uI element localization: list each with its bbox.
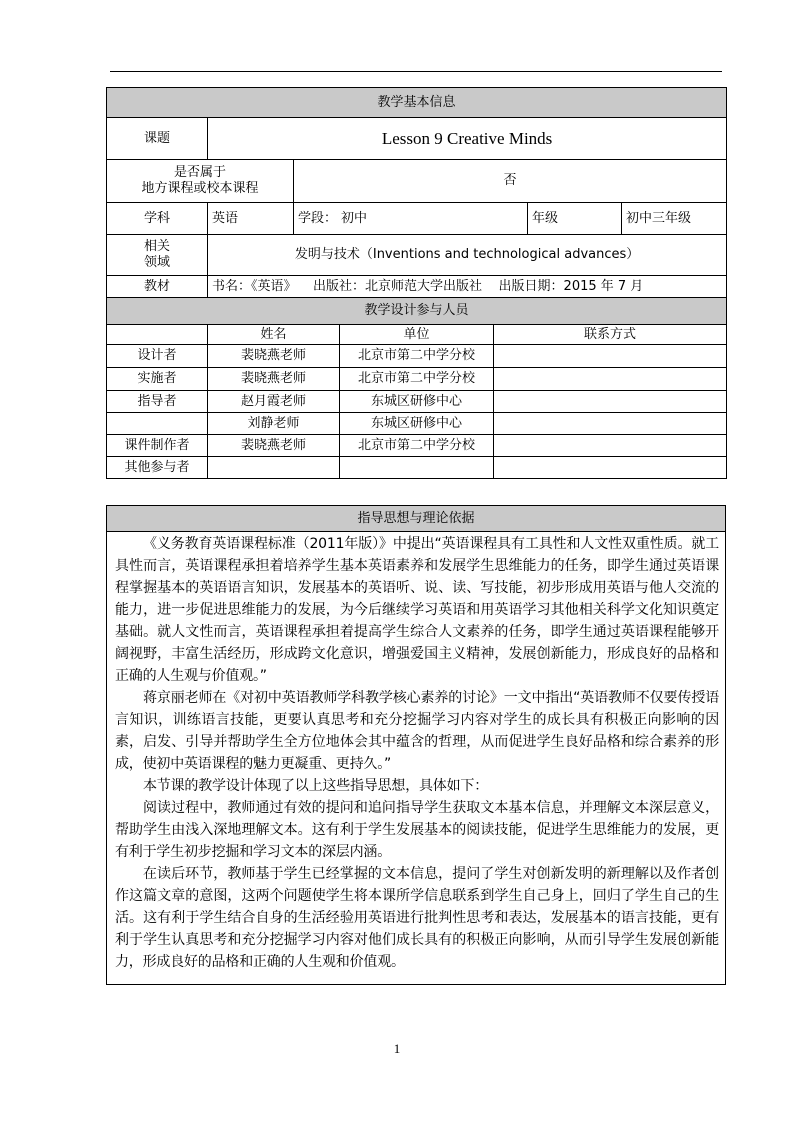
stage-label: 学段：	[298, 210, 338, 226]
participant-name: 裴晓燕老师	[208, 345, 340, 368]
participant-name: 赵月霞老师	[208, 391, 340, 413]
participant-name: 裴晓燕老师	[208, 368, 340, 391]
table-row	[107, 368, 727, 391]
local-course-label	[107, 160, 294, 203]
participant-role: 其他参与者	[107, 457, 208, 479]
participant-org: 北京市第二中学分校	[340, 345, 494, 368]
field-label-line2: 领域	[143, 255, 170, 270]
subject-label: 学科	[107, 203, 208, 235]
guidance-paragraph: 本节课的教学设计体现了以上这些指导思想，具体如下：	[143, 778, 488, 794]
table-row	[107, 345, 727, 368]
participant-org: 东城区研修中心	[340, 413, 494, 435]
participant-role: 指导者	[107, 391, 208, 413]
local-course-value: 否	[294, 160, 727, 203]
guidance-paragraph: 蒋京丽老师在《对初中英语教师学科教学核心素养的讨论》一文中指出“英语教师不仅要传授语言知识，训练语言技能，更要认真思考和充分挖掘学习内容对学生的成长具有积极正向影响的因素，启发、引导并帮助学生全方位地体会其中蕴含的哲理，从而促进学生良好品格和综合素养的形成，使初中英语课程的魅力更凝重、更持久。”	[115, 690, 719, 772]
participant-role: 课件制作者	[107, 435, 208, 457]
contact-column-header: 联系方式	[494, 325, 727, 345]
local-course-label-line2: 地方课程或校本课程	[141, 181, 259, 196]
participant-name: 刘静老师	[208, 413, 340, 435]
local-course-label-line1: 是否属于	[173, 165, 226, 180]
participant-org	[340, 457, 494, 479]
table-row	[107, 413, 727, 435]
page-number: 1	[393, 1041, 401, 1056]
stage-cell	[294, 203, 528, 235]
subject-value: 英语	[208, 203, 294, 235]
table-row	[107, 435, 727, 457]
basic-info-table	[106, 87, 727, 479]
participant-contact	[494, 457, 727, 479]
name-column-header: 姓名	[208, 325, 340, 345]
participants-header-row	[107, 325, 727, 345]
participant-contact	[494, 345, 727, 368]
guidance-body	[107, 532, 726, 985]
org-column-header: 单位	[340, 325, 494, 345]
guidance-table	[106, 505, 726, 985]
participant-name	[208, 457, 340, 479]
participant-contact	[494, 391, 727, 413]
table-row	[107, 457, 727, 479]
participant-role: 实施者	[107, 368, 208, 391]
header-rule	[110, 71, 722, 72]
grade-label: 年级	[528, 203, 622, 235]
participant-org: 东城区研修中心	[340, 391, 494, 413]
textbook-value: 书名：《英语》 出版社：北京师范大学出版社 出版日期：2015 年 7 月	[208, 276, 727, 298]
topic-value: Lesson 9 Creative Minds	[208, 118, 727, 160]
topic-label: 课题	[107, 118, 208, 160]
participant-contact	[494, 435, 727, 457]
stage-value: 初中	[341, 210, 368, 226]
participant-role	[107, 413, 208, 435]
participant-contact	[494, 413, 727, 435]
textbook-label: 教材	[107, 276, 208, 298]
grade-value: 初中三年级	[622, 203, 727, 235]
participant-org: 北京市第二中学分校	[340, 435, 494, 457]
participant-contact	[494, 368, 727, 391]
section-title-guidance: 指导思想与理论依据	[107, 506, 726, 532]
participant-name: 裴晓燕老师	[208, 435, 340, 457]
field-label	[107, 235, 208, 276]
participant-org: 北京市第二中学分校	[340, 368, 494, 391]
role-header-cell	[107, 325, 208, 345]
table-row	[107, 391, 727, 413]
field-value: 发明与技术（Inventions and technological advances）	[208, 235, 727, 276]
section-title-basic-info: 教学基本信息	[107, 88, 727, 118]
guidance-paragraph: 在读后环节，教师基于学生已经掌握的文本信息，提问了学生对创新发明的新理解以及作者创作这篇文章的意图，这两个问题使学生将本课所学信息联系到学生自己身上，回归了学生自己的生活。这有利于学生结合自身的生活经验用英语进行批判性思考和表达，发展基本的语言技能，更有利于学生认真思考和充分挖掘学习内容对他们成长具有的积极正向影响，从而引导学生发展创新能力，形成良好的品格和正确的人生观和价值观。	[115, 866, 719, 970]
guidance-paragraph: 《义务教育英语课程标准（2011年版）》中提出“英语课程具有工具性和人文性双重性质。就工具性而言，英语课程承担着培养学生基本英语素养和发展学生思维能力的任务，即学生通过英语课程掌握基本的英语语言知识，发展基本的英语听、说、读、写技能，初步形成用英语与他人交流的能力，进一步促进思维能力的发展，为今后继续学习英语和用英语学习其他相关科学文化知识奠定基础。就人文性而言，英语课程承担着提高学生综合人文素养的任务，即学生通过英语课程能够开阔视野，丰富生活经历，形成跨文化意识，增强爱国主义精神，发展创新能力，形成良好的品格和正确的人生观与价值观。”	[115, 536, 719, 684]
guidance-paragraph: 阅读过程中，教师通过有效的提问和追问指导学生获取文本基本信息，并理解文本深层意义，帮助学生由浅入深地理解文本。这有利于学生发展基本的阅读技能，促进学生思维能力的发展，更有利于学生初步挖掘和学习文本的深层内涵。	[115, 800, 719, 860]
field-label-line1: 相关	[143, 239, 170, 254]
participant-role: 设计者	[107, 345, 208, 368]
section-title-participants: 教学设计参与人员	[107, 298, 727, 325]
